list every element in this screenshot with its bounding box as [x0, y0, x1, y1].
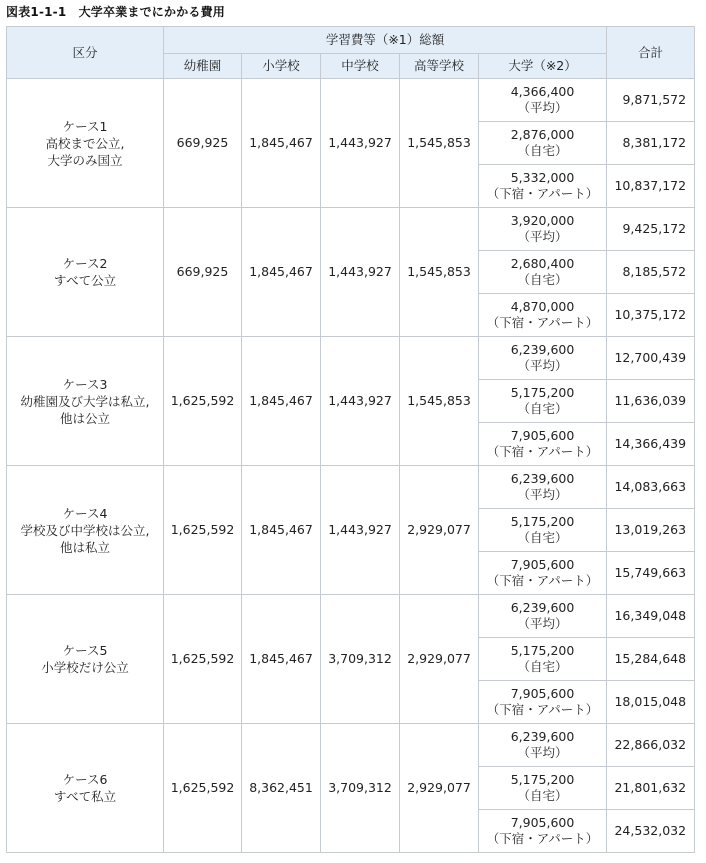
university-cell: [479, 251, 607, 294]
total-value: 9,425,172: [607, 208, 695, 251]
total-value: 18,015,048: [607, 681, 695, 724]
header-elementary: 小学校: [242, 54, 321, 79]
university-amount: 7,905,600: [510, 686, 575, 701]
university-amount: 5,175,200: [510, 772, 575, 787]
university-cell: [479, 122, 607, 165]
case-label-line: ケース1: [62, 118, 108, 134]
high-school-value: 1,545,853: [400, 79, 479, 208]
kindergarten-value: 1,625,592: [164, 724, 242, 853]
high-school-value: 2,929,077: [400, 595, 479, 724]
table-body: [7, 79, 695, 853]
university-cell: [479, 380, 607, 423]
case-label-line: ケース3: [62, 376, 108, 392]
elementary-value: 1,845,467: [242, 208, 321, 337]
university-amount: 5,175,200: [510, 643, 575, 658]
elementary-value: 1,845,467: [242, 595, 321, 724]
table-row: [7, 724, 695, 767]
table-row: [7, 79, 695, 122]
university-cell: [479, 767, 607, 810]
kindergarten-value: 669,925: [164, 79, 242, 208]
elementary-value: 1,845,467: [242, 79, 321, 208]
case-label-line: すべて公立: [53, 273, 117, 288]
university-note: （平均）: [517, 358, 568, 373]
junior-high-value: 1,443,927: [321, 208, 400, 337]
total-value: 16,349,048: [607, 595, 695, 638]
kindergarten-value: 1,625,592: [164, 337, 242, 466]
university-amount: 7,905,600: [510, 557, 575, 572]
university-note: （平均）: [517, 745, 568, 760]
junior-high-value: 1,443,927: [321, 466, 400, 595]
university-amount: 7,905,600: [510, 428, 575, 443]
case-cell: [7, 466, 164, 595]
kindergarten-value: 669,925: [164, 208, 242, 337]
university-note: （下宿・アパート）: [486, 186, 599, 201]
university-amount: 6,239,600: [510, 729, 575, 744]
university-cell: [479, 810, 607, 853]
case-label-line: 幼稚園及び大学は私立,: [20, 393, 150, 409]
university-note: （下宿・アパート）: [486, 315, 599, 330]
header-category: 区分: [7, 27, 164, 79]
table-row: [7, 337, 695, 380]
total-value: 15,284,648: [607, 638, 695, 681]
total-value: 12,700,439: [607, 337, 695, 380]
case-label-line: 大学のみ国立: [47, 152, 123, 168]
case-cell: [7, 595, 164, 724]
case-label-line: 他は私立: [59, 539, 110, 555]
university-cell: [479, 552, 607, 595]
university-amount: 4,366,400: [510, 84, 575, 99]
junior-high-value: 3,709,312: [321, 595, 400, 724]
total-value: 15,749,663: [607, 552, 695, 595]
university-amount: 5,332,000: [510, 170, 575, 185]
university-note: （自宅）: [517, 659, 568, 674]
total-value: 22,866,032: [607, 724, 695, 767]
total-value: 14,083,663: [607, 466, 695, 509]
case-label-line: 小学校だけ公立: [41, 660, 129, 675]
table-row: [7, 595, 695, 638]
university-cell: [479, 423, 607, 466]
case-cell: [7, 724, 164, 853]
elementary-value: 1,845,467: [242, 466, 321, 595]
high-school-value: 1,545,853: [400, 337, 479, 466]
university-note: （自宅）: [517, 788, 568, 803]
total-value: 10,837,172: [607, 165, 695, 208]
university-amount: 6,239,600: [510, 600, 575, 615]
header-group: 学習費等（※1）総額: [164, 27, 607, 54]
university-cell: [479, 294, 607, 337]
university-cell: [479, 724, 607, 767]
high-school-value: 1,545,853: [400, 208, 479, 337]
university-note: （自宅）: [517, 530, 568, 545]
university-cell: [479, 337, 607, 380]
header-university: 大学（※2）: [479, 54, 607, 79]
total-value: 11,636,039: [607, 380, 695, 423]
university-note: （下宿・アパート）: [486, 444, 599, 459]
university-cell: [479, 79, 607, 122]
university-cell: [479, 165, 607, 208]
header-high-school: 高等学校: [400, 54, 479, 79]
university-amount: 2,680,400: [510, 256, 575, 271]
kindergarten-value: 1,625,592: [164, 595, 242, 724]
table-title: 図表1-1-1 大学卒業までにかかる費用: [6, 5, 226, 19]
case-cell: [7, 337, 164, 466]
total-value: 14,366,439: [607, 423, 695, 466]
university-cell: [479, 638, 607, 681]
university-amount: 2,876,000: [510, 127, 575, 142]
header-junior-high: 中学校: [321, 54, 400, 79]
case-label-line: ケース4: [62, 505, 108, 521]
university-amount: 4,870,000: [510, 299, 575, 314]
total-value: 21,801,632: [607, 767, 695, 810]
case-cell: [7, 208, 164, 337]
junior-high-value: 1,443,927: [321, 337, 400, 466]
high-school-value: 2,929,077: [400, 466, 479, 595]
university-note: （平均）: [517, 229, 568, 244]
university-note: （平均）: [517, 616, 568, 631]
case-label-line: 高校まで公立,: [45, 135, 125, 151]
university-cell: [479, 681, 607, 724]
cost-table: [6, 26, 695, 853]
junior-high-value: 3,709,312: [321, 724, 400, 853]
university-note: （下宿・アパート）: [486, 573, 599, 588]
total-value: 13,019,263: [607, 509, 695, 552]
university-cell: [479, 208, 607, 251]
case-cell: [7, 79, 164, 208]
university-amount: 5,175,200: [510, 514, 575, 529]
high-school-value: 2,929,077: [400, 724, 479, 853]
university-note: （自宅）: [517, 143, 568, 158]
case-label-line: ケース2: [62, 256, 108, 271]
case-label-line: ケース6: [62, 772, 108, 787]
kindergarten-value: 1,625,592: [164, 466, 242, 595]
total-value: 8,381,172: [607, 122, 695, 165]
total-value: 8,185,572: [607, 251, 695, 294]
university-cell: [479, 466, 607, 509]
university-note: （下宿・アパート）: [486, 831, 599, 846]
university-note: （下宿・アパート）: [486, 702, 599, 717]
total-value: 9,871,572: [607, 79, 695, 122]
total-value: 24,532,032: [607, 810, 695, 853]
university-note: （自宅）: [517, 272, 568, 287]
case-label-line: 他は公立: [59, 410, 110, 426]
table-row: [7, 208, 695, 251]
university-amount: 5,175,200: [510, 385, 575, 400]
junior-high-value: 1,443,927: [321, 79, 400, 208]
university-note: （自宅）: [517, 401, 568, 416]
case-label-line: ケース5: [62, 643, 108, 658]
table-row: [7, 466, 695, 509]
university-note: （平均）: [517, 100, 568, 115]
university-amount: 6,239,600: [510, 471, 575, 486]
case-label-line: 学校及び中学校は公立,: [20, 522, 150, 538]
university-cell: [479, 509, 607, 552]
elementary-value: 8,362,451: [242, 724, 321, 853]
university-cell: [479, 595, 607, 638]
case-label-line: すべて私立: [53, 789, 117, 804]
header-total: 合計: [607, 27, 695, 79]
elementary-value: 1,845,467: [242, 337, 321, 466]
total-value: 10,375,172: [607, 294, 695, 337]
university-amount: 7,905,600: [510, 815, 575, 830]
header-kindergarten: 幼稚園: [164, 54, 242, 79]
university-note: （平均）: [517, 487, 568, 502]
university-amount: 6,239,600: [510, 342, 575, 357]
university-amount: 3,920,000: [510, 213, 575, 228]
